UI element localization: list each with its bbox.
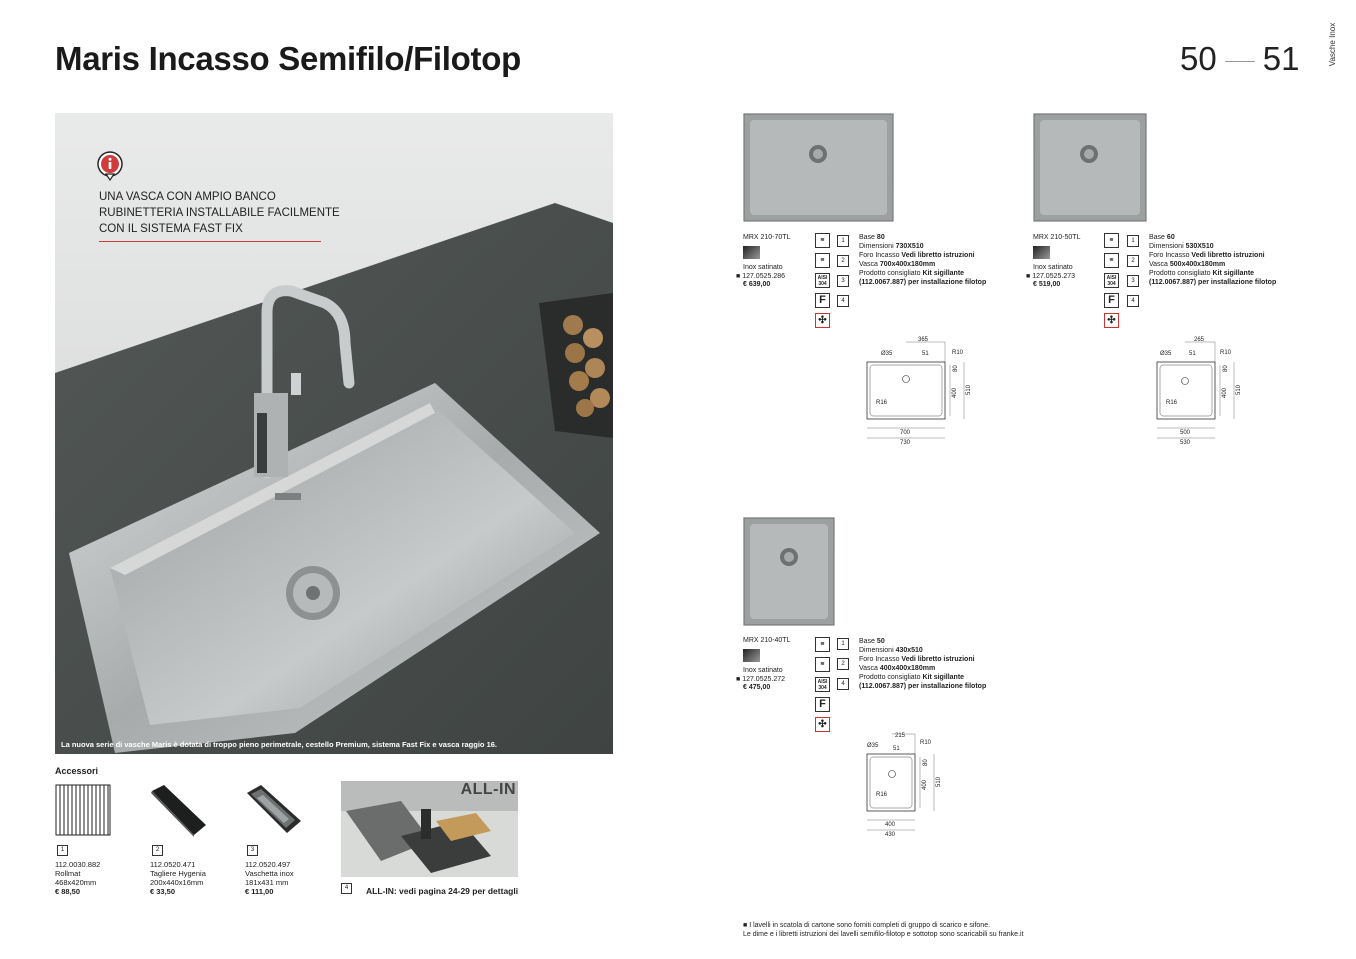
dim-label: 51 <box>893 746 900 752</box>
feature-icons <box>815 233 830 333</box>
product-code: 127.0525.286 <box>742 272 786 280</box>
spec-value: 430x510 <box>895 647 923 654</box>
accessory-rollmat <box>55 860 100 896</box>
spec-value: 80 <box>876 234 885 241</box>
product-code-row <box>736 676 785 685</box>
technical-drawing <box>860 334 980 454</box>
product-finish-info <box>1026 264 1075 290</box>
spec-value: Kit sigillante <box>922 270 965 277</box>
product-model: MRX 210-40TL <box>743 637 791 644</box>
product-code: 127.0525.273 <box>1032 272 1076 280</box>
accessory-price: € 111,00 <box>245 887 274 896</box>
fan-icon: ✣ <box>815 717 830 732</box>
hero-info-line: RUBINETTERIA INSTALLABILE FACILMENTE <box>99 207 340 219</box>
bullet-icon: ■ <box>736 272 743 280</box>
dim-label: 400 <box>885 822 896 828</box>
product-finish-info <box>736 667 785 693</box>
product-specs <box>1149 233 1276 287</box>
footnote-line: I lavelli in scatola di cartone sono forniti completi di gruppo di scarico e sifone. <box>749 922 991 929</box>
product-code: 127.0525.272 <box>742 675 786 683</box>
spec-label: Base <box>859 234 875 241</box>
feature-number: 4 <box>837 678 849 690</box>
spec-value: 730X510 <box>895 243 924 250</box>
product-price: € 475,00 <box>743 684 771 691</box>
aisi-304-icon: AISI 304 <box>1104 273 1119 288</box>
dim-label: 510 <box>966 384 972 395</box>
spec-label: Foro Incasso <box>859 656 900 663</box>
side-label-text: Vasche Inox <box>1328 22 1338 67</box>
product-photo <box>743 113 894 222</box>
hero-caption: La nuova serie di vasche Maris è dotata di troppo pieno perimetrale, cestello Premium, sistema Fast Fix e vasca raggio 16. <box>61 740 497 749</box>
dim-label: Ø35 <box>881 351 893 357</box>
spec-value: (112.0067.887) per installazione filotop <box>859 683 987 690</box>
dim-label: Ø35 <box>867 743 879 749</box>
spec-label: Vasca <box>1149 261 1168 268</box>
accessory-price: € 33,50 <box>150 887 176 896</box>
spec-label: Vasca <box>859 261 878 268</box>
page-numbers <box>1180 40 1299 78</box>
product-photo <box>1033 113 1147 222</box>
steel-tray-image <box>245 783 303 838</box>
accessory-vaschetta <box>245 860 294 896</box>
spec-value: 500x400x180mm <box>1169 261 1226 268</box>
hero-info-line: CON IL SISTEMA FAST FIX <box>99 223 243 235</box>
spec-value: 700x400x180mm <box>879 261 936 268</box>
product-price: € 639,00 <box>743 281 771 288</box>
allin-label: ALL-IN: vedi pagina 24-29 per dettagli <box>366 886 519 896</box>
spec-label: Dimensioni <box>859 243 894 250</box>
product-finish: Inox satinato <box>1033 264 1073 271</box>
spec-value: 60 <box>1166 234 1175 241</box>
product-photo <box>743 517 835 626</box>
feature-number: 1 <box>1127 235 1139 247</box>
feature-number: 3 <box>1127 275 1139 287</box>
dim-label: 80 <box>923 759 929 766</box>
dim-label: 700 <box>900 430 911 436</box>
dim-label: 510 <box>936 776 942 787</box>
water-drain-icon: ≋ <box>1104 233 1119 248</box>
dim-label: 365 <box>918 337 929 343</box>
spec-value: Vedi libretto istruzioni <box>901 252 975 259</box>
dim-label: R16 <box>1166 400 1178 406</box>
spec-value: 400x400x180mm <box>879 665 936 672</box>
hero-photo <box>55 113 613 754</box>
accessory-name: Rollmat <box>55 869 81 878</box>
dim-label: R10 <box>1220 350 1232 356</box>
fastfix-icon: F <box>1104 293 1119 308</box>
dim-label: 215 <box>895 733 906 739</box>
technical-drawing <box>1152 334 1252 454</box>
fan-icon: ✣ <box>815 313 830 328</box>
dim-label: 265 <box>1194 337 1205 343</box>
dim-label: 500 <box>1180 430 1191 436</box>
aisi-304-icon: AISI 304 <box>815 677 830 692</box>
spec-value: Vedi libretto istruzioni <box>1191 252 1265 259</box>
accessory-name: Tagliere Hygenia <box>150 869 206 878</box>
fastfix-icon: F <box>815 293 830 308</box>
finish-swatch <box>1033 246 1050 259</box>
dim-label: 430 <box>885 832 896 838</box>
dim-label: 730 <box>900 440 911 446</box>
page-title: Maris Incasso Semifilo/Filotop <box>55 40 521 77</box>
spec-value: Kit sigillante <box>1212 270 1255 277</box>
feature-number: 1 <box>837 235 849 247</box>
accessory-number: 3 <box>247 845 258 856</box>
fastfix-icon: F <box>815 697 830 712</box>
accessory-code: 112.0520.471 <box>150 860 196 869</box>
info-icon <box>97 151 123 177</box>
product-code-row <box>736 273 785 282</box>
spec-label: Dimensioni <box>859 647 894 654</box>
accessory-code: 112.0030.882 <box>55 860 101 869</box>
dim-label: R10 <box>920 740 932 746</box>
allin-logo: ALL-IN <box>460 781 516 798</box>
spec-label: Prodotto consigliato <box>859 270 921 277</box>
accessory-name: Vaschetta inox <box>245 869 294 878</box>
bullet-icon: ■ <box>1026 272 1033 280</box>
hero-info-text <box>99 189 359 237</box>
accessories-title: Accessori <box>55 766 99 776</box>
feature-icons <box>815 637 830 737</box>
feature-number: 1 <box>837 638 849 650</box>
dim-label: 400 <box>922 779 928 790</box>
side-section-label <box>1326 20 1356 80</box>
accessory-size: 468x420mm <box>55 878 97 887</box>
bullet-icon: ■ <box>736 675 743 683</box>
spec-label: Prodotto consigliato <box>859 674 921 681</box>
footnote <box>743 921 1024 939</box>
feature-number: 2 <box>1127 255 1139 267</box>
product-finish: Inox satinato <box>743 667 783 674</box>
rollmat-image <box>55 782 111 838</box>
accessory-number: 4 <box>341 883 352 894</box>
dim-label: 400 <box>1222 387 1228 398</box>
technical-drawing <box>862 726 952 846</box>
spec-value: (112.0067.887) per installazione filotop <box>1149 279 1277 286</box>
spec-value: 530X510 <box>1185 243 1214 250</box>
spec-label: Base <box>859 638 875 645</box>
feature-numbers <box>1127 235 1139 315</box>
dim-label: R16 <box>876 400 888 406</box>
product-model: MRX 210-70TL <box>743 234 791 241</box>
spec-value: Vedi libretto istruzioni <box>901 656 975 663</box>
accessory-size: 181x431 mm <box>245 878 289 887</box>
cutting-board-image <box>150 783 208 838</box>
overflow-icon: ≋ <box>1104 253 1119 268</box>
accessory-size: 200x440x16mm <box>150 878 204 887</box>
bullet-icon: ■ <box>743 922 750 929</box>
spec-label: Dimensioni <box>1149 243 1184 250</box>
dim-label: R16 <box>876 792 888 798</box>
finish-swatch <box>743 246 760 259</box>
spec-label: Foro Incasso <box>859 252 900 259</box>
feature-icons <box>1104 233 1119 333</box>
dim-label: 510 <box>1236 384 1242 395</box>
product-price: € 519,00 <box>1033 281 1061 288</box>
dim-label: R10 <box>952 350 964 356</box>
page-number-left: 50 <box>1180 40 1217 77</box>
page-number-right: 51 <box>1262 40 1300 77</box>
feature-number: 4 <box>837 295 849 307</box>
spec-value: 50 <box>876 638 885 645</box>
spec-label: Base <box>1149 234 1165 241</box>
fan-icon: ✣ <box>1104 313 1119 328</box>
dim-label: 80 <box>1223 365 1229 372</box>
product-specs <box>859 637 986 691</box>
aisi-304-icon: AISI 304 <box>815 273 830 288</box>
water-drain-icon: ≋ <box>815 233 830 248</box>
accessory-tagliere <box>150 860 206 896</box>
accessory-price: € 88,50 <box>55 887 81 896</box>
dim-label: 400 <box>952 387 958 398</box>
accessory-number: 1 <box>57 845 68 856</box>
feature-numbers <box>837 235 849 315</box>
spec-value: (112.0067.887) per installazione filotop <box>859 279 987 286</box>
feature-number: 2 <box>837 255 849 267</box>
product-finish-info <box>736 264 785 290</box>
dim-label: 80 <box>953 365 959 372</box>
overflow-icon: ≋ <box>815 657 830 672</box>
dim-label: 51 <box>922 351 929 357</box>
accessory-code: 112.0520.497 <box>245 860 291 869</box>
finish-swatch <box>743 649 760 662</box>
allin-photo <box>341 781 518 877</box>
spec-label: Prodotto consigliato <box>1149 270 1211 277</box>
product-code-row <box>1026 273 1075 282</box>
product-finish: Inox satinato <box>743 264 783 271</box>
product-specs <box>859 233 986 287</box>
feature-number: 3 <box>837 275 849 287</box>
water-drain-icon: ≋ <box>815 637 830 652</box>
accessory-number: 2 <box>152 845 163 856</box>
hero-info-line: UNA VASCA CON AMPIO BANCO <box>99 191 276 203</box>
feature-number: 2 <box>837 658 849 670</box>
feature-number: 4 <box>1127 295 1139 307</box>
spec-label: Foro Incasso <box>1149 252 1190 259</box>
spec-value: Kit sigillante <box>922 674 965 681</box>
hero-red-rule <box>99 241 321 242</box>
dim-label: 530 <box>1180 440 1191 446</box>
dim-label: Ø35 <box>1160 351 1172 357</box>
dim-label: 51 <box>1189 351 1196 357</box>
product-model: MRX 210-50TL <box>1033 234 1081 241</box>
spec-label: Vasca <box>859 665 878 672</box>
feature-numbers <box>837 638 849 698</box>
page-number-divider <box>1225 61 1255 62</box>
footnote-line: Le dime e i libretti istruzioni dei lavelli semifilo-filotop e sottotop sono scaricabili su franke.it <box>743 931 1024 938</box>
overflow-icon: ≋ <box>815 253 830 268</box>
